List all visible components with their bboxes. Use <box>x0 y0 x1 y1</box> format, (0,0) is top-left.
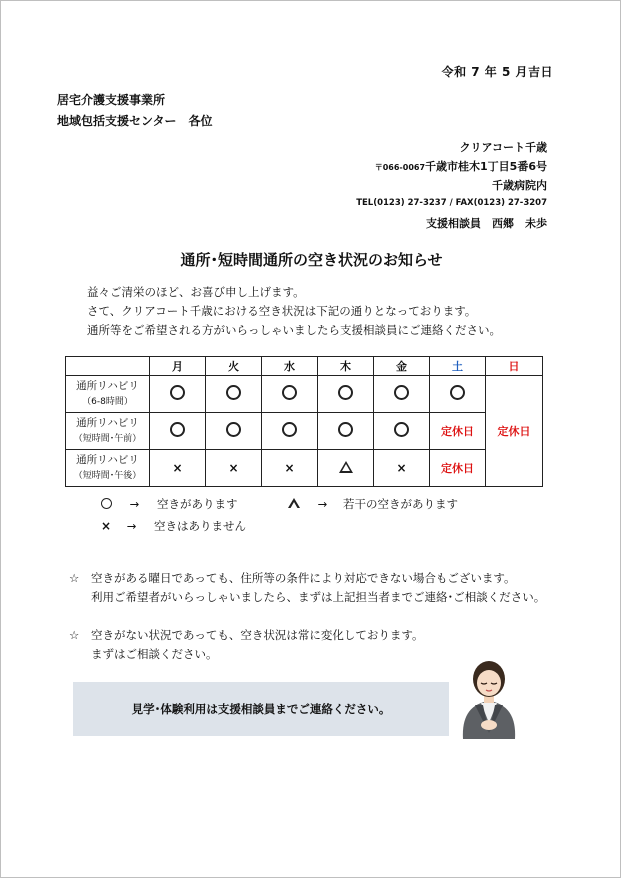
note-1-line-2: 利用ご希望者がいらっしゃいましたら、まずは上記担当者までご連絡･ご相談ください。 <box>91 590 546 604</box>
arrow-icon: → <box>126 519 137 533</box>
star-icon: ☆ <box>69 571 80 585</box>
note-1 <box>69 569 545 607</box>
available-circle-icon <box>394 385 409 400</box>
note-2-line-2: まずはご相談ください。 <box>91 647 218 661</box>
availability-cell <box>262 413 318 450</box>
row-header <box>66 450 150 487</box>
table-row <box>66 376 543 413</box>
legend-none <box>101 518 246 534</box>
note-2 <box>69 626 423 664</box>
closed-label: 定休日 <box>441 425 474 438</box>
available-circle-icon <box>282 385 297 400</box>
sunday-closed-cell: 定休日 <box>486 376 543 487</box>
availability-cell <box>150 413 206 450</box>
sender-contact: 支援相談員 西郷 未歩 <box>426 217 547 230</box>
row-header <box>66 413 150 450</box>
availability-cell <box>150 376 206 413</box>
day-header-sun: 日 <box>486 357 543 376</box>
unavailable-cross-icon: × <box>396 461 407 475</box>
page-title: 通所･短時間通所の空き状況のお知らせ <box>180 251 443 269</box>
header-corner <box>66 357 150 376</box>
availability-cell <box>262 376 318 413</box>
sender-address <box>375 158 547 174</box>
note-1-line-1: 空きがある曜日であっても、住所等の条件により対応できない場合もございます。 <box>91 571 516 585</box>
cross-icon: × <box>101 519 112 533</box>
row-sub: （6-8時間） <box>82 397 133 407</box>
available-circle-icon <box>226 422 241 437</box>
available-circle-icon <box>338 422 353 437</box>
arrow-icon: → <box>129 497 140 511</box>
available-circle-icon <box>226 385 241 400</box>
closed-label: 定休日 <box>441 462 474 475</box>
availability-cell <box>430 413 486 450</box>
available-circle-icon <box>450 385 465 400</box>
available-circle-icon <box>282 422 297 437</box>
table-row <box>66 450 543 487</box>
unavailable-cross-icon: × <box>228 461 239 475</box>
staff-illustration <box>453 653 525 739</box>
sender-org: クリアコート千歳 <box>459 141 547 154</box>
available-circle-icon <box>170 422 185 437</box>
row-name: 通所リハビリ <box>76 380 139 392</box>
day-header-tue: 火 <box>206 357 262 376</box>
availability-cell <box>262 450 318 487</box>
row-sub: （短時間･午後） <box>73 471 142 481</box>
legend-available <box>101 496 237 512</box>
row-header <box>66 376 150 413</box>
day-header-sat: 土 <box>430 357 486 376</box>
legend-none-text: 空きはありません <box>154 519 247 533</box>
row-name: 通所リハビリ <box>76 454 139 466</box>
day-header-fri: 金 <box>374 357 430 376</box>
unavailable-cross-icon: × <box>284 461 295 475</box>
availability-table <box>65 356 543 487</box>
intro-line-1: 益々ご清栄のほど、お喜び申し上げます。 <box>87 285 305 299</box>
circle-icon <box>101 498 112 509</box>
sender-street: 千歳市桂木1丁目5番6号 <box>425 160 547 173</box>
sender-postal: 〒066-0067 <box>374 163 426 172</box>
availability-cell <box>206 450 262 487</box>
availability-cell <box>318 376 374 413</box>
available-circle-icon <box>338 385 353 400</box>
sender-phone: TEL(0123) 27-3237 / FAX(0123) 27-3207 <box>356 198 547 208</box>
row-sub: （短時間･午前） <box>73 434 142 444</box>
intro-line-3: 通所等をご希望される方がいらっしゃいましたら支援相談員にご連絡ください。 <box>87 323 501 337</box>
sender-building: 千歳病院内 <box>492 179 547 192</box>
legend-available-text: 空きがあります <box>156 497 238 511</box>
availability-cell <box>430 376 486 413</box>
availability-cell <box>318 413 374 450</box>
unavailable-cross-icon: × <box>172 461 183 475</box>
row-name: 通所リハビリ <box>76 417 139 429</box>
availability-cell <box>150 450 206 487</box>
intro-line-2: さて、クリアコート千歳における空き状況は下記の通りとなっております。 <box>87 304 477 318</box>
availability-cell <box>374 413 430 450</box>
note-2-line-1: 空きがない状況であっても、空き状況は常に変化しております。 <box>91 628 424 642</box>
day-header-thu: 木 <box>318 357 374 376</box>
available-circle-icon <box>394 422 409 437</box>
callout-text: 見学･体験利用は支援相談員までご連絡ください。 <box>131 702 391 716</box>
availability-cell <box>318 450 374 487</box>
availability-cell <box>374 450 430 487</box>
contact-callout <box>73 682 449 736</box>
availability-cell <box>206 413 262 450</box>
legend-few <box>288 496 458 512</box>
availability-cell <box>430 450 486 487</box>
day-header-mon: 月 <box>150 357 206 376</box>
star-icon: ☆ <box>69 628 80 642</box>
day-header-wed: 水 <box>262 357 318 376</box>
availability-cell <box>206 376 262 413</box>
legend-few-text: 若干の空きがあります <box>342 497 458 511</box>
few-triangle-icon <box>339 461 353 473</box>
triangle-icon <box>288 498 300 508</box>
issue-date: 令和 7 年 5 月吉日 <box>441 65 553 79</box>
availability-cell <box>374 376 430 413</box>
recipient-line-1: 居宅介護支援事業所 <box>57 93 166 107</box>
table-header-row <box>66 357 543 376</box>
available-circle-icon <box>170 385 185 400</box>
recipient-line-2: 地域包括支援センター 各位 <box>57 114 213 128</box>
table-row <box>66 413 543 450</box>
arrow-icon: → <box>317 497 328 511</box>
